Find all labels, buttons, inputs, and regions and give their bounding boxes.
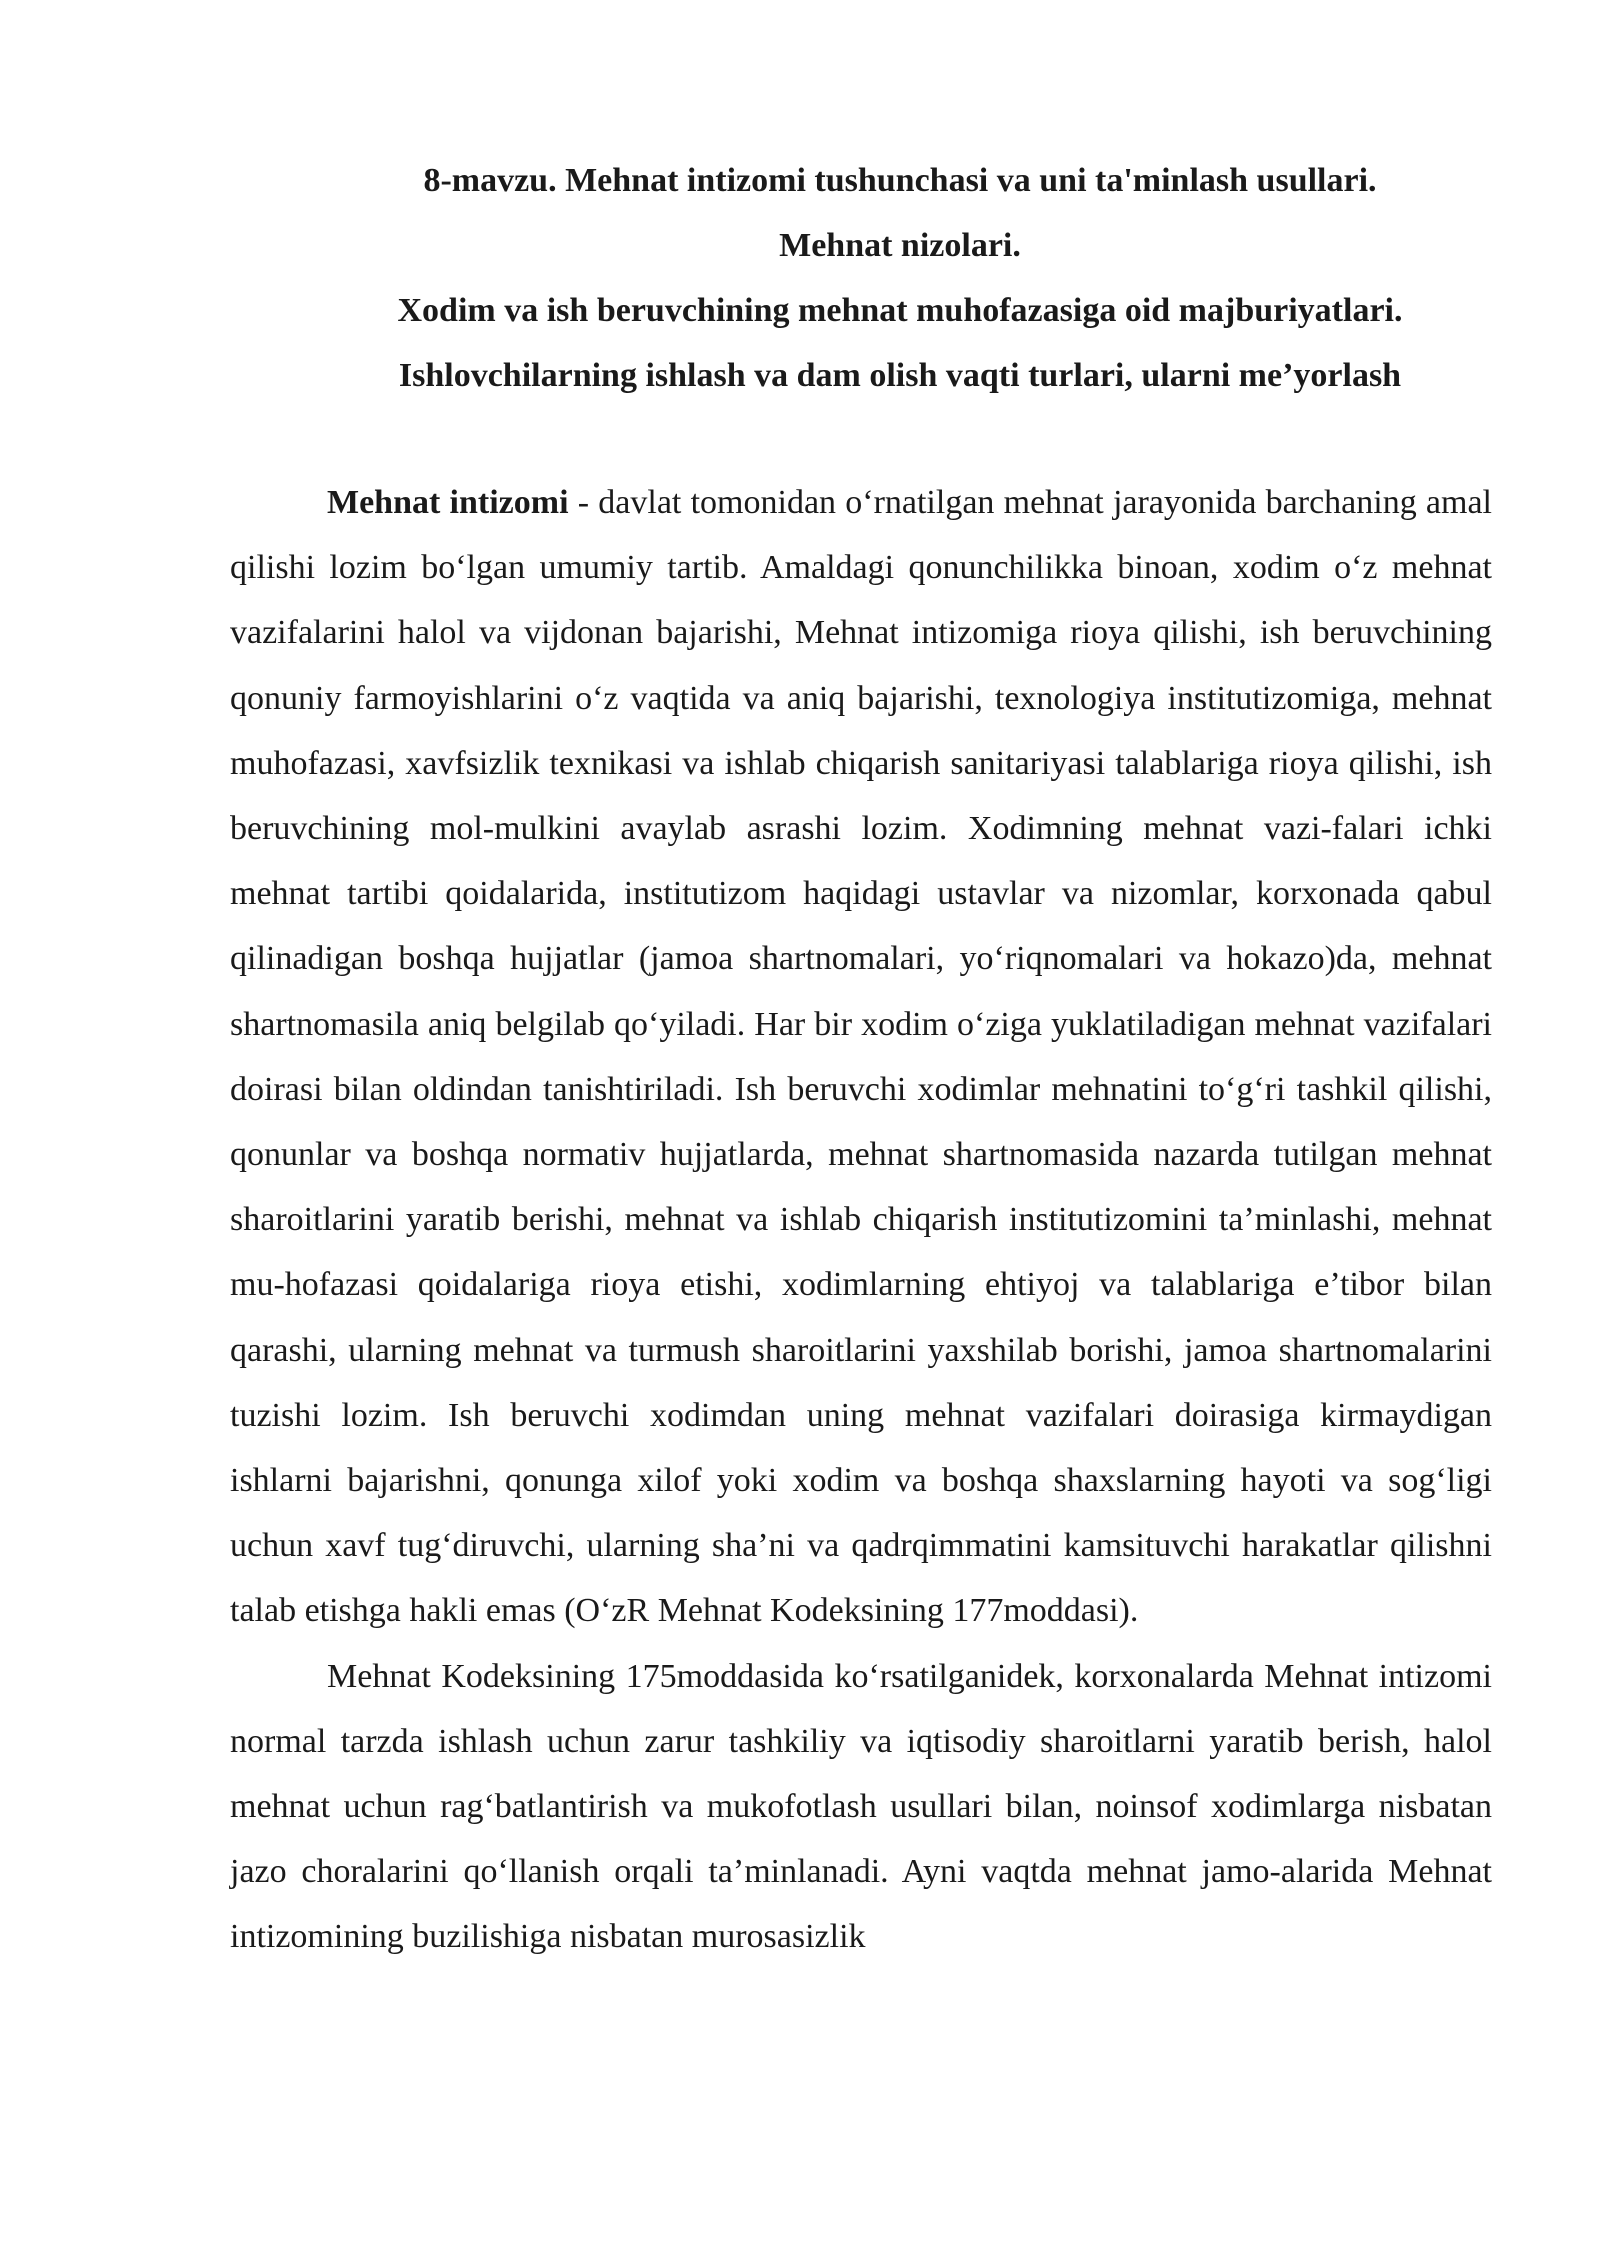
- paragraph-text: - davlat tomonidan o‘rnatilgan mehnat jarayonida barchaning amal qilishi lozim bo‘lgan umumiy tartib. Amaldagi qonunchilikka binoan, xodim o‘z mehnat vazifalarini halol va vijdonan bajarishi, Mehnat intizomiga rioya qilishi, ish beruvchining qonuniy farmoyishlarini o‘z vaqtida va aniq bajarishi, texnologiya institutizomiga, mehnat muhofazasi, xavfsizlik texnikasi va ishlab chiqarish sanitariyasi talablariga rioya qilishi, ish beruvchining mol-mulkini avaylab asrashi lozim. Xodimning mehnat vazi-falari ichki mehnat tartibi qoidalarida, institutizom haqidagi ustavlar va nizomlar, korxonada qabul qilinadigan boshqa hujjatlar (jamoa shartnomalari, yo‘riqnomalari va hokazo)da, mehnat shartnomasila aniq belgilab qo‘yiladi. Har bir xodim o‘ziga yuklatiladigan mehnat vazifalari doirasi bilan oldindan tanishtiriladi. Ish beruvchi xodimlar mehnatini to‘g‘ri tashkil qilishi, qonunlar va boshqa normativ hujjatlarda, mehnat shartnomasida nazarda tutilgan mehnat sharoitlarini yaratib berishi, mehnat va ishlab chiqarish institutizomini ta’minlashi, mehnat mu-hofazasi qoidalariga rioya etishi, xodimlarning ehtiyoj va talablariga e’tibor bilan qarashi, ularning mehnat va turmush sharoitlarini yaxshilab borishi, jamoa shartnomalarini tuzishi lozim. Ish beruvchi xodimdan uning mehnat vazifalari doirasiga kirmaydigan ishlarni bajarishni, qonunga xilof yoki xodim va boshqa shaxslarning hayoti va sog‘ligi uchun xavf tug‘diruvchi, ularning sha’ni va qadrqimmatini kamsituvchi harakatlar qilishni talab etishga hakli emas (O‘zR Mehnat Kodeksining 177moddasi).: [230, 484, 1492, 1630]
- paragraph: [230, 1644, 1492, 1970]
- paragraph: [230, 470, 1492, 1644]
- defined-term: Mehnat intizomi: [327, 484, 569, 521]
- document-title: [230, 148, 1570, 408]
- title-line: Xodim va ish beruvchining mehnat muhofazasiga oid majburiyatlari.: [397, 292, 1403, 329]
- title-line: 8-mavzu. Mehnat intizomi tushunchasi va uni ta'minlash usullari.: [423, 162, 1377, 199]
- title-line: Mehnat nizolari.: [779, 227, 1021, 264]
- paragraph-text: Mehnat Kodeksining 175moddasida ko‘rsatilganidek, korxonalarda Mehnat intizomi normal tarzda ishlash uchun zarur tashkiliy va iqtisodiy sharoitlarni yaratib berish, halol mehnat uchun rag‘batlantirish va mukofotlash usullari bilan, noinsof xodimlarga nisbatan jazo choralarini qo‘llanish orqali ta’minlanadi. Ayni vaqtda mehnat jamo-alarida Mehnat intizomining buzilishiga nisbatan murosasizlik: [230, 1657, 1492, 1956]
- document-body: [230, 470, 1492, 1970]
- title-line: Ishlovchilarning ishlash va dam olish vaqti turlari, ularni me’yorlash: [398, 357, 1402, 394]
